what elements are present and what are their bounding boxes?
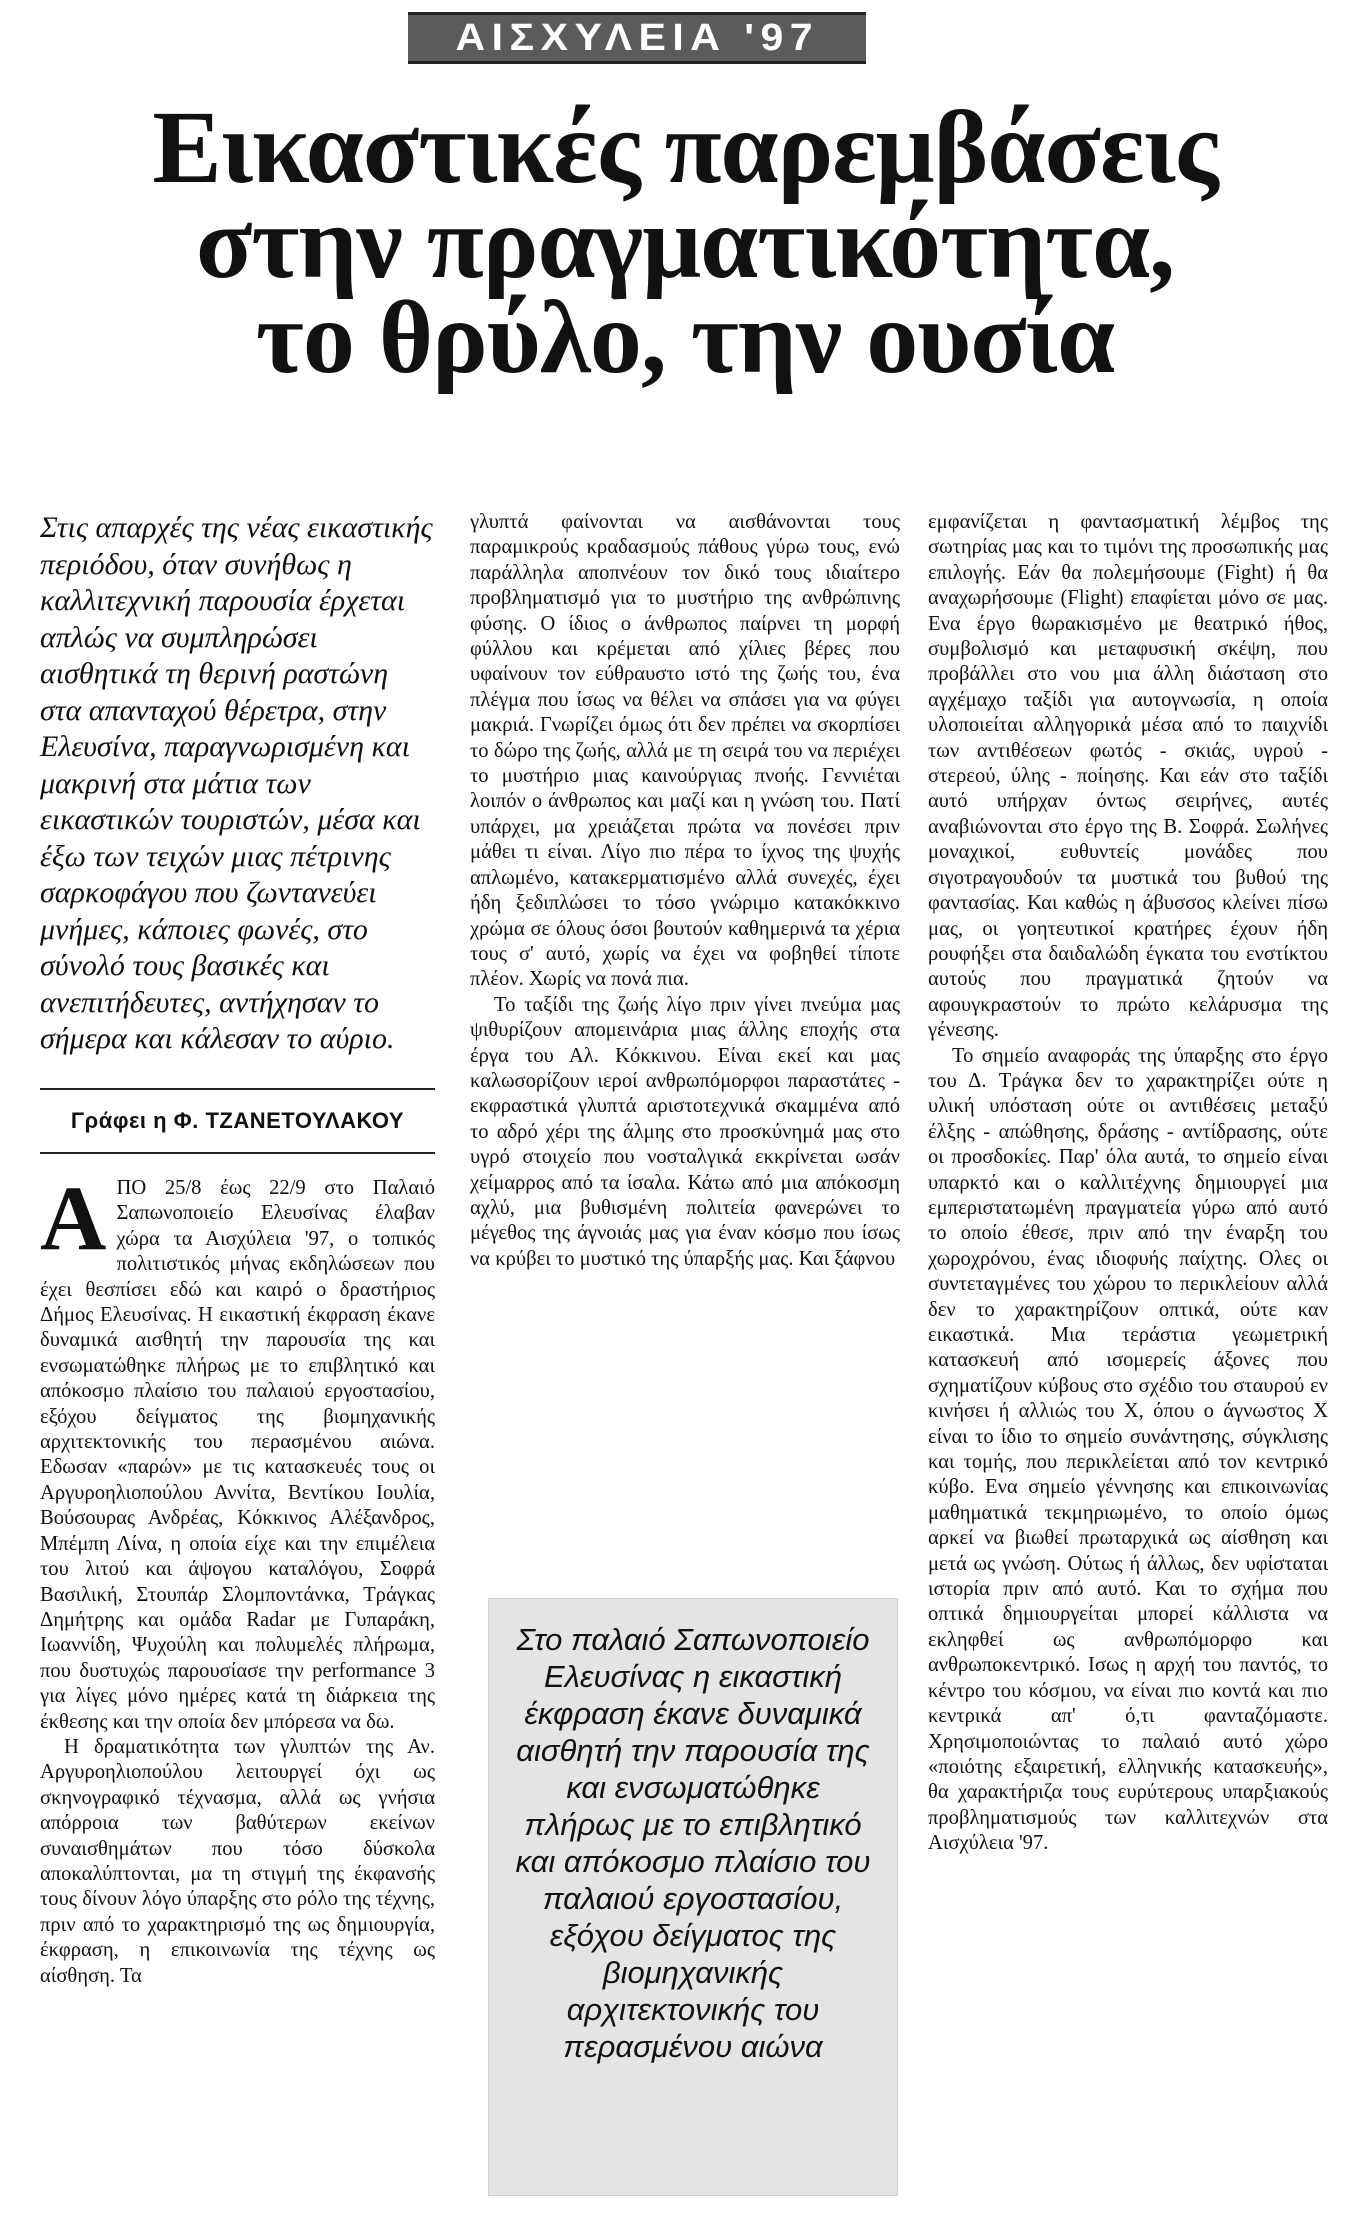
lead-paragraph: Στις απαρχές της νέας εικαστικής περιόδου, όταν συνήθως η καλλιτεχνική παρουσία έρχεται απλώς να συμπληρώσει αισθητικά τη θερινή ραστώνη στα απανταχού θέρετρα, στην Ελευσίνα, παραγνωρισμένη και μακρινή στα μάτια των εικαστικών τουριστών, μέσα και έξω των τειχών μιας πέτρινης σαρκοφάγου που ζωντανεύει μνήμες, κάποιες φωνές, στο σύνολό τους βασικές και ανεπιτήδευτες, αντήχησαν το σήμερα και κάλεσαν το αύριο. xyxy=(40,511,433,1055)
byline-divider xyxy=(40,1152,435,1154)
pull-quote-text: Στο παλαιό Σαπωνοποιείο Ελευσίνας η εικαστική έκφραση έκανε δυναμικά αισθητή την παρουσία της και ενσωματώθηκε πλήρως με το επιβλητικό και απόκοσμο πλαίσιο του παλαιού εργοστασίου, εξόχου δείγματος της βιομηχανικής αρχιτεκτονικής του περασμένου αιώνα xyxy=(515,1622,871,2064)
kicker-label: ΑΙΣΧΥΛΕΙΑ '97 xyxy=(455,16,819,59)
article-column-1 xyxy=(40,1167,435,1989)
article-column-2 xyxy=(470,510,900,1272)
column-1-paragraph-1-text: ΠΟ 25/8 έως 22/9 στο Παλαιό Σαπωνοποιείο Ελευσίνας έλαβαν χώρα τα Αισχύλεια '97, ο τοπικός πολιτιστικός μήνας εκδηλώσεων που έχει θεσπίσει εδώ και καιρό ο δραστήριος Δήμος Ελευσίνας. Η εικαστική έκφραση έκανε δυναμικά αισθητή την παρουσία της και ενσωματώθηκε πλήρως με το επιβλητικό και απόκοσμο πλαίσιο του παλαιού εργοστασίου, εξόχου δείγματος της βιομηχανικής αρχιτεκτονικής του περασμένου αιώνα. Εδωσαν «παρών» με τις κατασκευές τους οι Αργυροηλιοπούλου Αννίτα, Βεντίκου Ιουλία, Βούσουρας Ανδρέας, Κόκκινος Αλέξανδρος, Μπέμπη Λίνα, η οποία είχε και την επιμέλεια του λιτού και άψογου καταλόγου, Σοφρά Βασιλική, Στουπάρ Σλομποντάνκα, Τράγκας Δημήτρης και ομάδα Radar με Γυπαράκη, Ιωαννίδη, Ψυχούλη και πολυμελές πλήρωμα, που δυστυχώς παρουσίασε την performance 3 για λίγες μόνο ημέρες κατά τη διάρκεια της έκθεσης και την οποία δεν μπόρεσα να δω. xyxy=(40,1177,435,1733)
headline-line-3: το θρύλο, την ουσία xyxy=(255,280,1115,395)
column-3-paragraph-1: εμφανίζεται η φαντασματική λέμβος της σωτηρίας μας και το τιμόνι της προσωπικής μας επιλογής. Εάν θα πολεμήσουμε (Fight) ή θα αναχωρήσουμε (Flight) επαφίεται μόνο σε μας. Ενα έργο θωρακισμένο με θεατρικό ήθος, συμβολισμό και μεταφυσική σκέψη, που προβάλλει στο νου μια άλλη διάσταση στο αγχέμαχο ταξίδι για αυτογνωσία, η οποία υλοποιείται αλληγορικά μέσα από το παιχνίδι των αντιθέσεων φωτός - σκιάς, υγρού - στερεού, ύλης - ποίησης. Και εάν στο ταξίδι αυτό υπήρχαν όντως σειρήνες, αυτές αναβιώνονται στο έργο της Β. Σοφρά. Σωλήνες μοναχικοί, ευθυντείς μονάδες που σιγοτραγουδούν τα μυστικά του βυθού της φαντασίας. Και καθώς η άβυσσος κλείνει πίσω μας, οι γοητευτικοί κρατήρες έχουν ήδη ρουφήξει στα δαιδαλώδη έγκατα του ενστίκτου αυτούς που πραγματικά ζητούν να αφουγκραστούν το πρώτο κελάρυσμα της γένεσης. xyxy=(928,511,1328,1042)
headline-line-2: στην πραγματικότητα, xyxy=(195,185,1175,300)
byline: Γράφει η Φ. ΤΖΑΝΕΤΟΥΛΑΚΟΥ xyxy=(70,1108,405,1133)
headline-line-1: Εικαστικές παρεμβάσεις xyxy=(152,90,1218,205)
headline xyxy=(40,90,1330,395)
drop-cap: Α xyxy=(40,1167,107,1269)
column-3-paragraph-2: Το σημείο αναφοράς της ύπαρξης στο έργο του Δ. Τράγκα δεν το χαρακτηρίζει ούτε η υλική υπόσταση ούτε οι αντιθέσεις μεταξύ έλξης - απώθησης, δράσης - αντίδρασης, ούτε οι προσδοκίες. Παρ' όλα αυτά, το σημείο είναι υπαρκτό και ο καλλιτέχνης δημιουργεί μια εμπεριστατωμένη πραγματεία γύρω από αυτό το οποίο έθεσε, πριν από την έναρξη του χωροχρόνου, ένας ιδιοφυής παίχτης. Ολες οι συντεταγμένες του χώρου το περικλείουν αλλά δεν το χαρακτηρίζουν οπτικά, ούτε καν εικαστικά. Μια τεράστια γεωμετρική κατασκευή από ισομερείς άξονες που σχηματίζουν κύβους στο σχέδιο του σταυρού εν κινήσει ή αλλιώς του Χ, όπου ο άγνωστος Χ είναι το ίδιο το σημείο συνάντησης, σύγκλισης και τομής, που περικλείεται από τον κεντρικό κύβο. Ενα σημείο γέννησης και επικοινωνίας μαθηματικά τεκμηριωμένο, το οποίο όμως αρκεί να βιωθεί πρωταρχικά ως αίσθηση και μετά ως γνώση. Ούτως ή άλλως, δεν υφίσταται ιστορία πριν από αυτό. Και το σχήμα που οπτικά δημιουργείται μπορεί κάλλιστα να εκληφθεί ως ανθρωπόμορφο και ανθρωποκεντρικό. Ισως η αρχή του παντός, το κέντρο του κόσμου, να είναι πιο κοντά και πιο κεντρικά απ' ό,τι φανταζόμαστε. Χρησιμοποιώντας το παλαιό αυτό χώρο «ποιότης εξαιρετική, ελληνικής κατασκευής», θα χαρακτήριζα τους ευρύτερους υπαρξιακούς προβληματισμούς των καλλιτεχνών στα Αισχύλεια '97. xyxy=(928,1044,1328,1855)
column-2-paragraph-1: γλυπτά φαίνονται να αισθάνονται τους παραμικρούς κραδασμούς πάθους γύρω τους, ενώ παράλληλα αποπνέουν τον δικό τους ιδιαίτερο προβληματισμό για το μυστήριο της ανθρώπινης φύσης. Ο ίδιος ο άνθρωπος παίρνει τη μορφή φύλλου και κρέμεται από χίλιες βέρες που υφαίνουν τον εύθραυστο ιστό της ζωής του, ένα πλέγμα που ίσως να θέλει να σπάσει για να φύγει μακριά. Γνωρίζει όμως ότι δεν πρέπει να σκορπίσει το δώρο της ζωής, αλλά με τη σειρά του να περιέχει το μυστήριο μιας καινούργιας πνοής. Γεννιέται λοιπόν ο άνθρωπος και μαζί και η γνώση του. Πατί υπάρχει, μα χρειάζεται πρώτα να πονέσει πριν μάθει τι είναι. Λίγο πιο πέρα το ίχνος της ψυχής απλωμένο, κατακερματισμένο αλλά συνεχές, έχει ήδη ξεδιπλώσει το τόσο γνώριμο κατακόκκινο χρώμα σε όλους όσοι βουτούν καθημερινά τα χέρια τους σ' αυτό, χωρίς να έχει να φοβηθεί τίποτε πλέον. Χωρίς να πονά πια. xyxy=(470,511,900,991)
pull-quote-box xyxy=(488,1598,898,2196)
column-1-paragraph-1 xyxy=(40,1167,435,1735)
article-column-3 xyxy=(928,510,1328,1857)
section-kicker xyxy=(408,12,866,64)
lead-divider xyxy=(40,1088,435,1090)
column-1-paragraph-2: Η δραματικότητα των γλυπτών της Αν. Αργυροηλιοπούλου λειτουργεί όχι ως σκηνογραφικό τέχνασμα, αλλά ως γνήσια απόρροια των βαθύτερων εκείνων συναισθημάτων που τόσο δύσκολα αποκαλύπτονται, μα τη στιγμή της έκφανσής τους δίνουν λόγο ύπαρξης στο ρόλο της τέχνης, πριν από το χαρακτηρισμό της ως δημιουργία, έκφραση, η επικοινωνία της τέχνης ως αίσθηση. Τα xyxy=(40,1735,435,1987)
column-2-paragraph-2: Το ταξίδι της ζωής λίγο πριν γίνει πνεύμα μας ψιθυρίζουν απομεινάρια μιας άλλης εποχής στα έργα του Αλ. Κόκκινου. Είναι εκεί και μας καλωσορίζουν ιεροί ανθρωπόμορφοι παραστάτες - εκφραστικά γλυπτά αριστοτεχνικά σκαμμένα από το αδρό χέρι της άλμης στο προσκύνημά μας στο υγρό στοιχείο που νοσταλγικά εκκρίνεται ωσάν χείμαρρος από τα ίσαλα. Κάτω από μια απόκοσμη αχλύ, μια βυθισμένη πολιτεία φανερώνει το μέγεθος της άγνοιάς μας για έναν κόσμο που ίσως να κρύβει το μυστικό της ύπαρξής μας. Και ξάφνου xyxy=(470,993,900,1270)
